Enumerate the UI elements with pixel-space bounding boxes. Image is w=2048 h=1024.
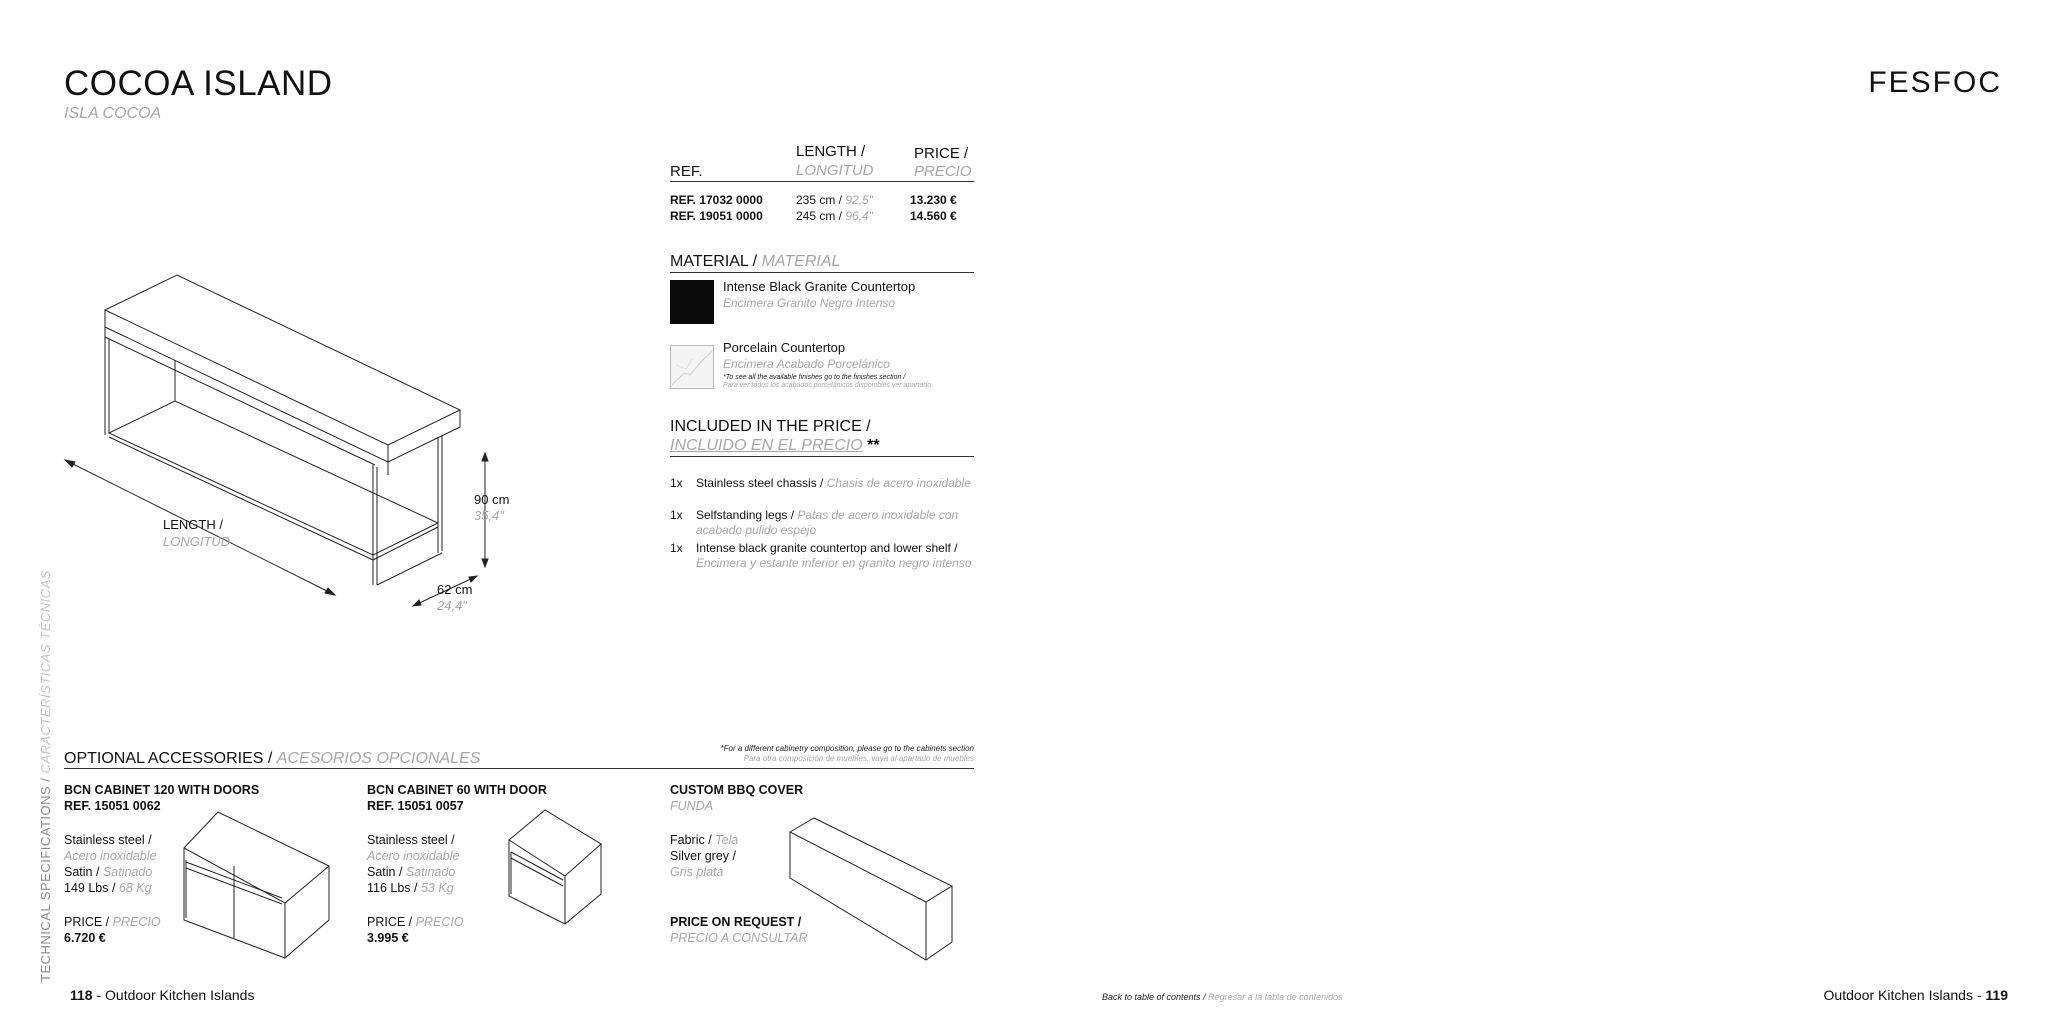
- accessory-2-mat2-es: Satinado: [405, 865, 456, 879]
- material-rule: [670, 272, 974, 273]
- accessory-1-price: 6.720 €: [64, 931, 106, 945]
- accessory-3-mat2: Silver grey /: [670, 849, 736, 863]
- accessory-2-name: BCN CABINET 60 WITH DOOR: [367, 783, 547, 797]
- ref-row-2-price: 14.560 €: [910, 209, 957, 223]
- included-1-en: Stainless steel chassis /: [696, 476, 827, 490]
- included-3-text: [696, 541, 974, 571]
- material-heading-es: MATERIAL: [761, 253, 841, 270]
- height-value: 90 cm: [474, 492, 510, 507]
- height-value-in: 35,4": [474, 508, 504, 523]
- ref-row-2-ref: REF. 19051 0000: [670, 209, 763, 223]
- included-2-text: [696, 508, 974, 538]
- ref-col-header: REF.: [670, 163, 703, 180]
- accessory-2-weight-kg: 53 Kg: [420, 881, 454, 895]
- side-section-label: [38, 570, 53, 982]
- accessory-1-name: BCN CABINET 120 WITH DOORS: [64, 783, 260, 797]
- accessory-3-mat1-en: Fabric /: [670, 833, 716, 847]
- accessory-1-mat1: Stainless steel /: [64, 833, 152, 847]
- accessory-3-price-es: PRECIO A CONSULTAR: [670, 931, 808, 945]
- accessory-2-mat2-en: Satin /: [367, 865, 406, 879]
- accessory-3-price-label: PRICE ON REQUEST /: [670, 915, 802, 929]
- included-heading-es-wrap: [670, 437, 880, 455]
- ref-row-1-length: [796, 193, 873, 207]
- material-2-sub: Encimera Acabado Porcelánico: [723, 357, 890, 371]
- page-subtitle: ISLA COCOA: [64, 105, 162, 122]
- bbq-cover-drawing: [788, 816, 954, 962]
- length-col-header: LENGTH /: [796, 143, 866, 160]
- length-label-es: LONGITUD: [163, 534, 231, 549]
- included-1-qty: 1x: [670, 476, 683, 490]
- included-3-en: Intense black granite countertop and lower shelf /: [696, 541, 958, 555]
- lower-shelf: [109, 401, 438, 555]
- ref-row-1-length-in: 92,5": [845, 193, 873, 207]
- accessory-1-mat1-es: Acero inoxidable: [64, 849, 157, 863]
- accessories-note-en: *For a different cabinetry composition, please go to the cabinets section: [720, 744, 974, 753]
- included-3-qty: 1x: [670, 541, 683, 555]
- footer-left: [70, 987, 254, 1003]
- footer-left-page-number: 118: [70, 987, 93, 1003]
- material-2-note-es: Para ver todos los acabados porcelánicos disponibles ver apartado: [723, 382, 932, 389]
- accessory-2-mat1: Stainless steel /: [367, 833, 455, 847]
- footer-left-text: - Outdoor Kitchen Islands: [92, 987, 255, 1003]
- footer-right-page-number: 119: [1985, 987, 2008, 1003]
- accessory-1-mat2-es: Satinado: [102, 865, 153, 879]
- countertop-edge: [105, 310, 460, 462]
- included-heading-mark: **: [862, 437, 880, 454]
- cabinet-60-drawing: [507, 808, 603, 926]
- accessory-2-price-es: PRECIO: [415, 915, 464, 929]
- accessory-2-weight: [367, 880, 454, 896]
- price-col-header: PRICE /: [914, 145, 969, 162]
- accessory-1-weight-kg: 68 Kg: [118, 881, 152, 895]
- accessory-1-price-label: [64, 914, 161, 930]
- accessory-3-name: CUSTOM BBQ COVER: [670, 783, 804, 797]
- footer-right-text: Outdoor Kitchen Islands -: [1823, 987, 1986, 1003]
- accessory-2-mat2: [367, 864, 455, 880]
- ref-table-rule: [670, 181, 974, 182]
- ref-row-2-length-in: 96,4": [845, 209, 873, 223]
- accessory-1-mat2: [64, 864, 152, 880]
- ref-row-1-ref: REF. 17032 0000: [670, 193, 763, 207]
- side-label-en: TECHNICAL SPECIFICATIONS /: [38, 777, 53, 982]
- accessory-1-price-es: PRECIO: [112, 915, 161, 929]
- accessories-heading-en: OPTIONAL ACCESSORIES /: [64, 750, 277, 767]
- accessory-3-mat2-es: Gris plata: [670, 865, 724, 879]
- accessory-1-mat2-en: Satin /: [64, 865, 103, 879]
- accessory-3-mat1-es: Tela: [715, 833, 739, 847]
- included-2-es: Patas de acero inoxidable con acabado pulido espejo: [696, 508, 959, 537]
- accessory-2-price: 3.995 €: [367, 931, 409, 945]
- material-1-sub: Encimera Granito Negro Intenso: [723, 296, 896, 310]
- included-3-es: Encimera y estante inferior en granito negro intenso: [696, 556, 972, 570]
- accessories-note-es: Para otra composición de muebles, vaya al apartado de muebles: [743, 754, 974, 763]
- material-2-note-en: *To see all the available finishes go to the finishes section /: [723, 374, 906, 381]
- black-granite-swatch: [670, 280, 714, 324]
- material-2-name: Porcelain Countertop: [723, 340, 846, 355]
- included-heading-es: INCLUIDO EN EL PRECIO: [670, 437, 863, 454]
- accessory-3-sub: FUNDA: [670, 799, 714, 813]
- back-to-contents-en[interactable]: Back to table of contents /: [1102, 992, 1209, 1002]
- accessory-1-price-en: PRICE /: [64, 915, 113, 929]
- accessories-heading: [64, 750, 480, 768]
- accessory-2-mat1-es: Acero inoxidable: [367, 849, 460, 863]
- accessory-2-price-en: PRICE /: [367, 915, 416, 929]
- length-label: LENGTH /: [163, 517, 223, 532]
- porcelain-swatch: [670, 345, 714, 389]
- included-heading: INCLUDED IN THE PRICE /: [670, 418, 871, 435]
- included-2-qty: 1x: [670, 508, 683, 522]
- ref-row-2-length: [796, 209, 873, 223]
- ref-row-1-length-cm: 235 cm /: [796, 193, 846, 207]
- accessory-3-mat1: [670, 832, 738, 848]
- countertop-top-face: [105, 275, 460, 445]
- accessory-1-weight: [64, 880, 152, 896]
- depth-value: 62 cm: [437, 582, 473, 597]
- accessory-1-weight-lbs: 149 Lbs /: [64, 881, 119, 895]
- material-heading: [670, 253, 840, 271]
- accessories-heading-es: ACESORIOS OPCIONALES: [276, 750, 481, 767]
- accessory-2-price-label: [367, 914, 464, 930]
- ref-row-1-price: 13.230 €: [910, 193, 957, 207]
- included-1-es: Chasis de acero inoxidable: [826, 476, 971, 490]
- length-col-header-es: LONGITUD: [796, 162, 874, 179]
- accessories-rule: [64, 768, 974, 769]
- price-col-header-es: PRECIO: [914, 163, 972, 180]
- accessory-2-weight-lbs: 116 Lbs /: [367, 881, 421, 895]
- included-1-text: [696, 476, 974, 491]
- cabinet-120-drawing: [182, 808, 332, 960]
- included-2-en: Selfstanding legs /: [696, 508, 798, 522]
- included-rule: [670, 456, 974, 457]
- accessory-1-ref: REF. 15051 0062: [64, 799, 161, 813]
- page-title: COCOA ISLAND: [64, 64, 333, 103]
- back-to-contents-es[interactable]: Regresar a la tabla de contenidos: [1208, 992, 1343, 1002]
- brand-logo: FESFOC: [1868, 66, 2002, 99]
- ref-row-2-length-cm: 245 cm /: [796, 209, 846, 223]
- depth-value-in: 24,4": [437, 598, 467, 613]
- island-diagram: [55, 265, 525, 625]
- footer-right: [1824, 987, 2008, 1003]
- material-1-name: Intense Black Granite Countertop: [723, 279, 916, 294]
- side-label-es: CARACTERÍSTICAS TÉCNICAS: [38, 570, 53, 778]
- accessory-2-ref: REF. 15051 0057: [367, 799, 464, 813]
- back-to-contents-link[interactable]: [1102, 992, 1343, 1002]
- material-heading-en: MATERIAL /: [670, 253, 762, 270]
